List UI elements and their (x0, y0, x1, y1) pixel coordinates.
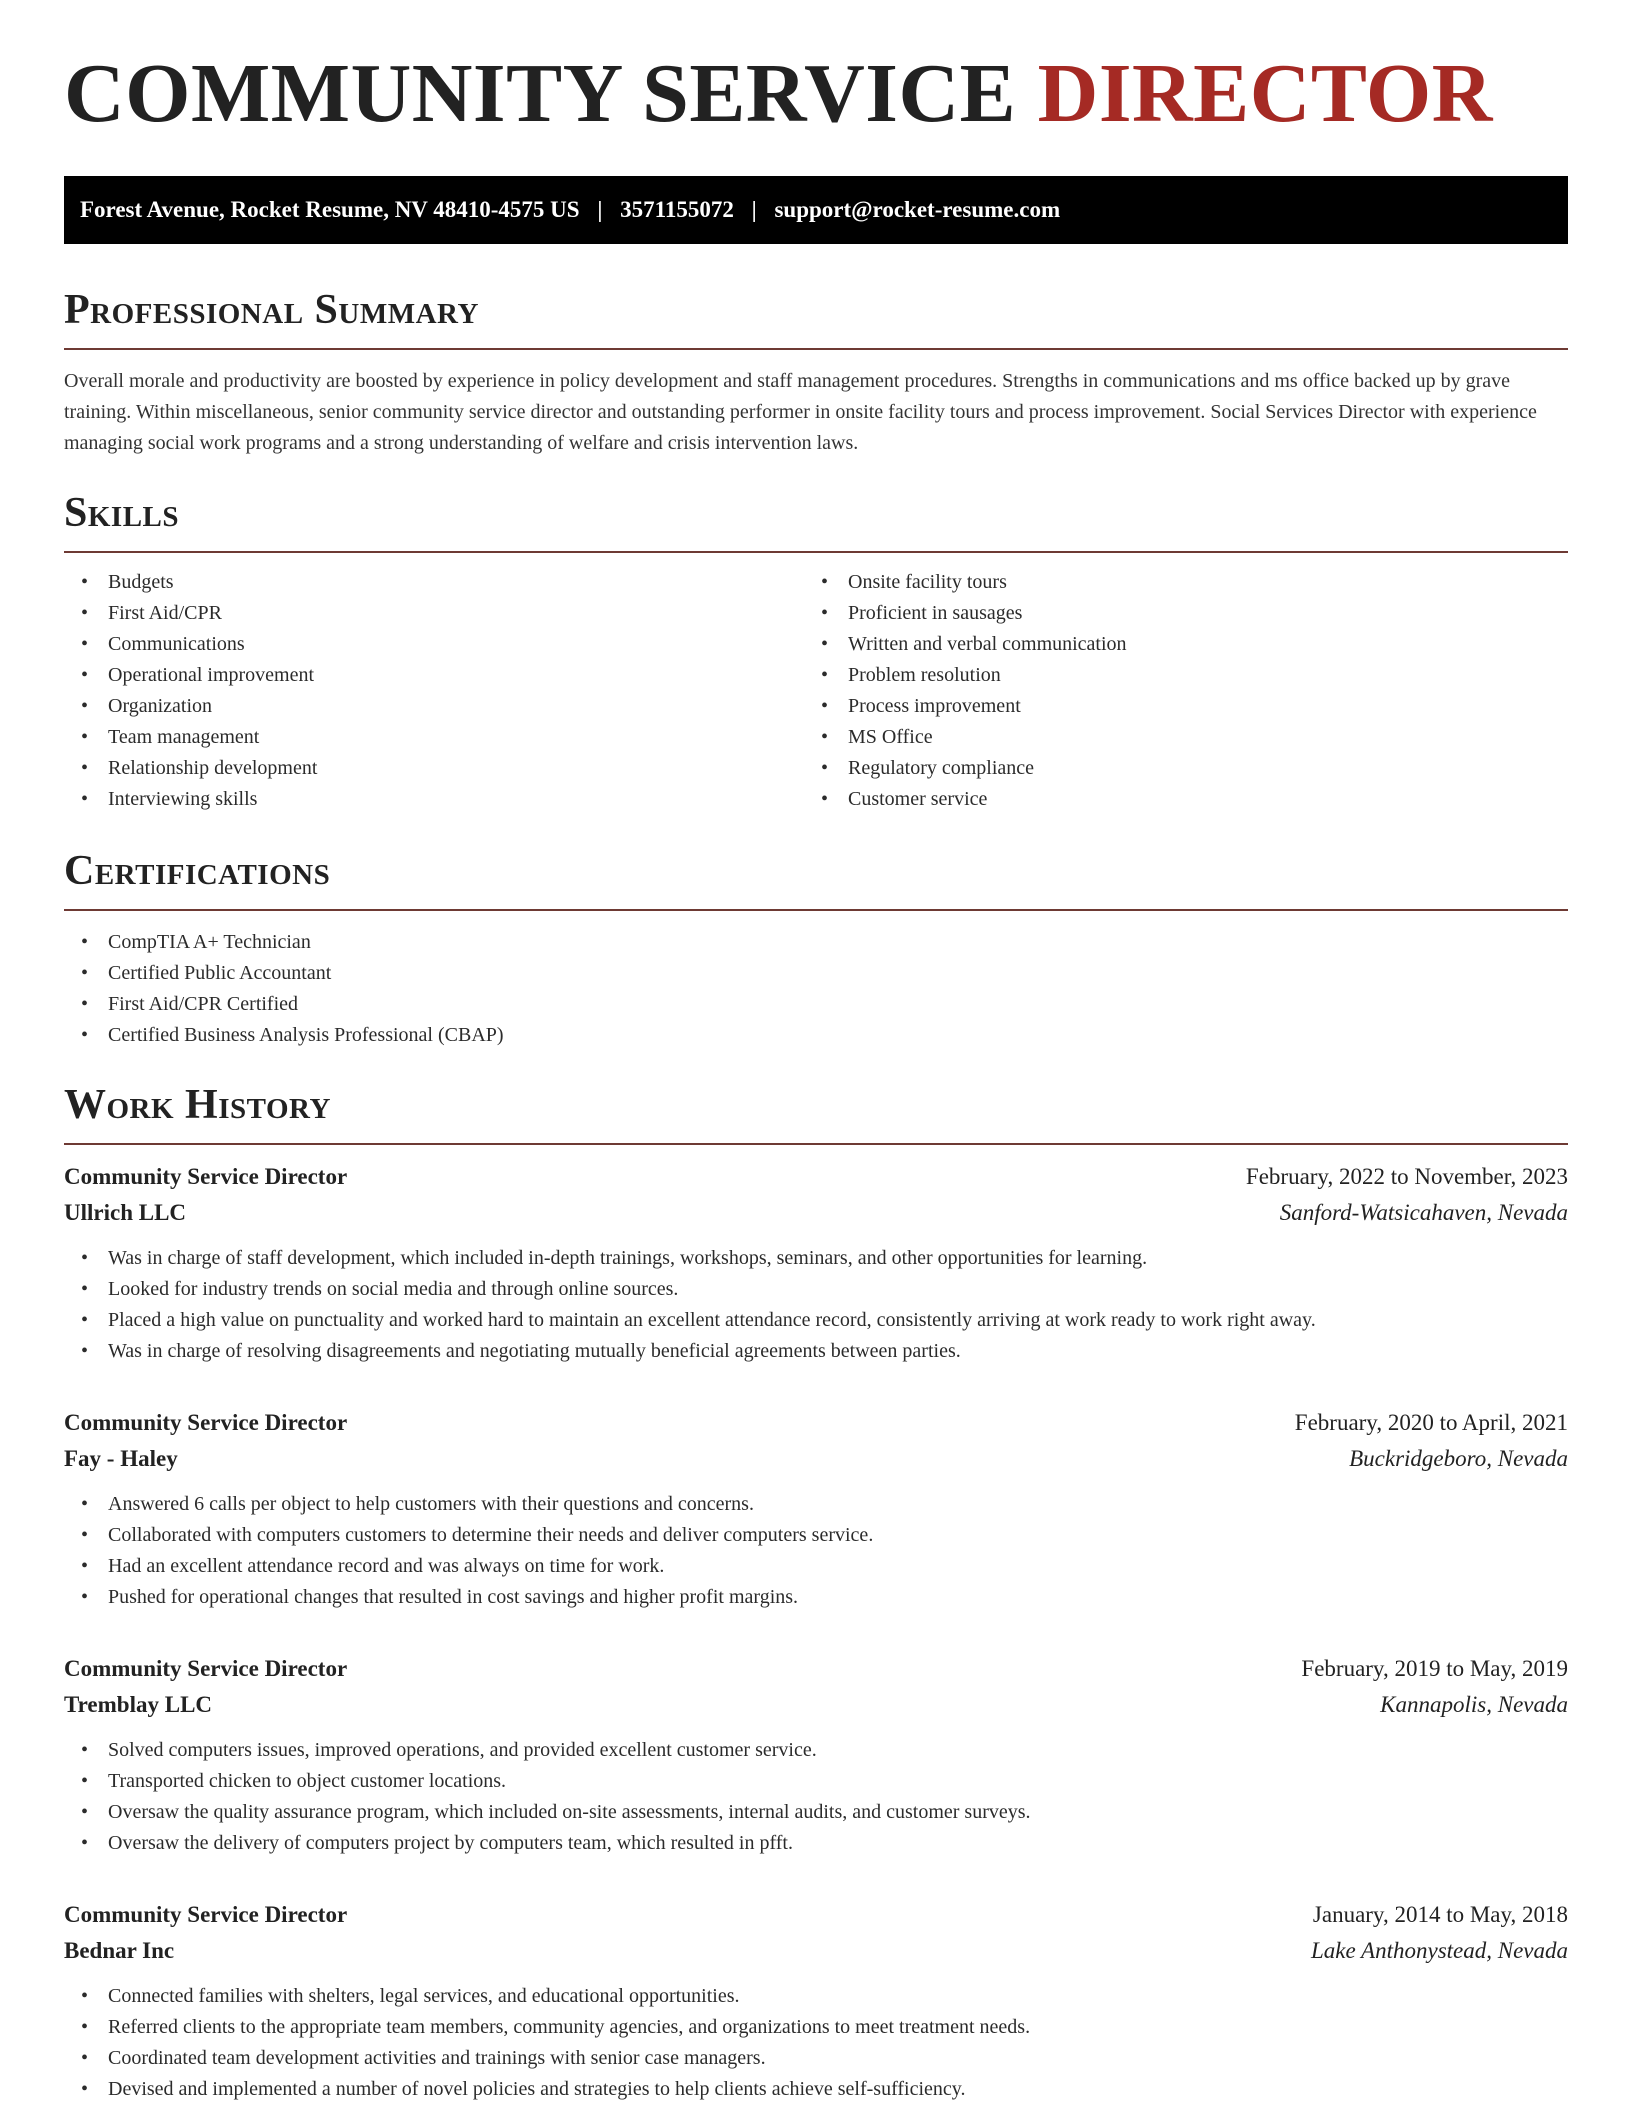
job-dates: February, 2022 to November, 2023 (1245, 1164, 1568, 1189)
job-bullet: • Solved computers issues, improved operations, and provided excellent customer service. (64, 1735, 1568, 1766)
contact-bar (64, 176, 1568, 244)
job-bullet: • Answered 6 calls per object to help customers with their questions and concerns. (64, 1489, 1568, 1520)
job-dates: February, 2019 to May, 2019 (1301, 1656, 1568, 1681)
job-title: Community Service Director (64, 1656, 348, 1681)
summary-section (64, 286, 1568, 459)
job-bullet: • Pushed for operational changes that resulted in cost savings and higher profit margins. (64, 1582, 1568, 1613)
work-history-section (64, 1081, 1568, 2105)
job-bullet: • Was in charge of resolving disagreements and negotiating mutually beneficial agreements between parties. (64, 1336, 1568, 1367)
job-bullet: • Looked for industry trends on social media and through online sources. (64, 1274, 1568, 1305)
job-entry (64, 1897, 1568, 2105)
job-bullets (64, 1981, 1568, 2105)
skills-columns (64, 567, 1568, 815)
skill-item: • Onsite facility tours (804, 567, 1544, 598)
skill-item: • First Aid/CPR (64, 598, 804, 629)
job-company: Tremblay LLC (64, 1692, 213, 1717)
title-accent: DIRECTOR (1037, 47, 1493, 140)
job-bullet: • Was in charge of staff development, which included in-depth trainings, workshops, seminars, and other opportunities for learning. (64, 1243, 1568, 1274)
resume-title (64, 0, 1568, 140)
job-bullet: • Oversaw the delivery of computers project by computers team, which resulted in pfft. (64, 1828, 1568, 1859)
certifications-section (64, 847, 1568, 1051)
skill-item: • Relationship development (64, 753, 804, 784)
contact-separator: | (751, 197, 757, 222)
skill-item: • Customer service (804, 784, 1544, 815)
job-entry (64, 1651, 1568, 1859)
job-bullet: • Connected families with shelters, legal services, and educational opportunities. (64, 1981, 1568, 2012)
job-company-row (64, 1687, 1568, 1723)
skill-item: • Organization (64, 691, 804, 722)
certification-item: • CompTIA A+ Technician (64, 927, 1568, 958)
job-bullets (64, 1489, 1568, 1613)
job-title-row (64, 1897, 1568, 1933)
skill-item: • Interviewing skills (64, 784, 804, 815)
skill-item: • MS Office (804, 722, 1544, 753)
job-dates: January, 2014 to May, 2018 (1312, 1902, 1568, 1927)
work-history-heading: Work History (64, 1081, 1568, 1145)
job-location: Lake Anthonystead, Nevada (1311, 1938, 1568, 1963)
job-bullet: • Referred clients to the appropriate team members, community agencies, and organizations to meet treatment needs. (64, 2012, 1568, 2043)
skills-heading: Skills (64, 489, 1568, 553)
contact-phone: 3571155072 (620, 197, 734, 222)
job-entry (64, 1405, 1568, 1613)
skill-item: • Communications (64, 629, 804, 660)
title-main: COMMUNITY SERVICE (64, 47, 1038, 140)
job-bullet: • Devised and implemented a number of novel policies and strategies to help clients achieve self-sufficiency. (64, 2074, 1568, 2105)
job-title: Community Service Director (64, 1164, 348, 1189)
job-company: Ullrich LLC (64, 1200, 187, 1225)
job-title: Community Service Director (64, 1902, 348, 1927)
skills-section (64, 489, 1568, 815)
skills-left-list (64, 567, 804, 815)
summary-text: Overall morale and productivity are boosted by experience in policy development and staff management procedures. Strengths in communications and ms office backed up by grave training. Within miscellaneous, senior community service director and outstanding performer in onsite facility tours and process improvement. Social Services Director with experience managing social work programs and a strong understanding of welfare and crisis intervention laws. (64, 370, 1537, 454)
job-bullets (64, 1735, 1568, 1859)
job-location: Kannapolis, Nevada (1380, 1692, 1568, 1717)
job-location: Buckridgeboro, Nevada (1349, 1446, 1568, 1471)
job-bullet: • Coordinated team development activities and trainings with senior case managers. (64, 2043, 1568, 2074)
job-company: Bednar Inc (64, 1938, 175, 1963)
job-bullet: • Oversaw the quality assurance program, which included on-site assessments, internal audits, and customer surveys. (64, 1797, 1568, 1828)
contact-address: Forest Avenue, Rocket Resume, NV 48410-4575 US (80, 197, 580, 222)
job-company-row (64, 1195, 1568, 1231)
summary-heading: Professional Summary (64, 286, 1568, 350)
skill-item: • Regulatory compliance (804, 753, 1544, 784)
skill-item: • Problem resolution (804, 660, 1544, 691)
certifications-list (64, 927, 1568, 1051)
job-company-row (64, 1933, 1568, 1969)
certification-item: • First Aid/CPR Certified (64, 989, 1568, 1020)
skill-item: • Operational improvement (64, 660, 804, 691)
job-company-row (64, 1441, 1568, 1477)
job-dates: February, 2020 to April, 2021 (1294, 1410, 1568, 1435)
job-bullets (64, 1243, 1568, 1367)
job-bullet: • Transported chicken to object customer locations. (64, 1766, 1568, 1797)
job-location: Sanford-Watsicahaven, Nevada (1279, 1200, 1568, 1225)
skill-item: • Written and verbal communication (804, 629, 1544, 660)
skill-item: • Proficient in sausages (804, 598, 1544, 629)
job-bullet: • Placed a high value on punctuality and worked hard to maintain an excellent attendance record, consistently arriving at work ready to work right away. (64, 1305, 1568, 1336)
job-title: Community Service Director (64, 1410, 348, 1435)
contact-separator: | (597, 197, 603, 222)
skills-right-list (804, 567, 1544, 815)
skill-item: • Team management (64, 722, 804, 753)
job-bullet: • Collaborated with computers customers to determine their needs and deliver computers service. (64, 1520, 1568, 1551)
job-bullet: • Had an excellent attendance record and was always on time for work. (64, 1551, 1568, 1582)
certification-item: • Certified Public Accountant (64, 958, 1568, 989)
certifications-heading: Certifications (64, 847, 1568, 911)
contact-email: support@rocket-resume.com (774, 197, 1061, 222)
job-title-row (64, 1405, 1568, 1441)
certification-item: • Certified Business Analysis Professional (CBAP) (64, 1020, 1568, 1051)
job-title-row (64, 1651, 1568, 1687)
job-company: Fay - Haley (64, 1446, 178, 1471)
job-title-row (64, 1159, 1568, 1195)
skill-item: • Budgets (64, 567, 804, 598)
job-entry (64, 1159, 1568, 1367)
skill-item: • Process improvement (804, 691, 1544, 722)
